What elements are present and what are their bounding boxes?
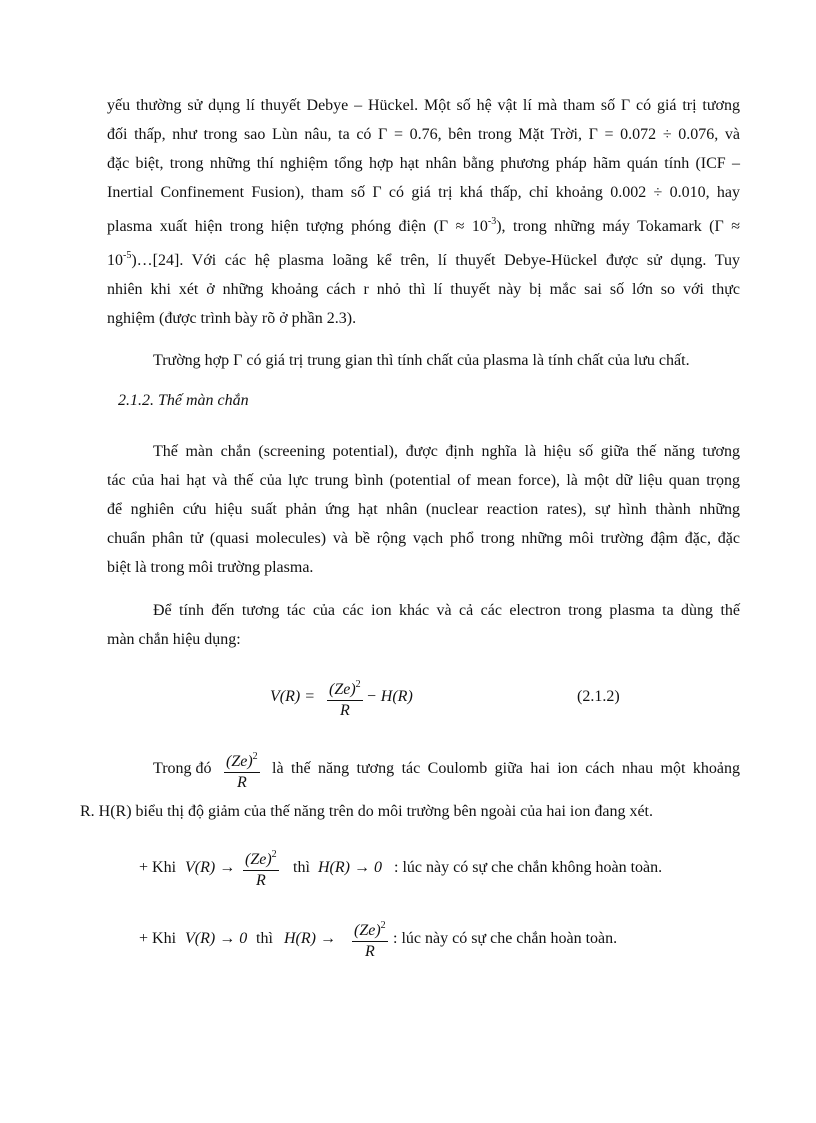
case-expression: H(R) → 0 [318,859,382,876]
case-description: : lúc này có sự che chắn không hoàn toàn. [394,859,663,876]
fraction-denominator: R [339,702,350,719]
paragraph-debye-huckel [107,91,740,333]
text-prefix: Trong đó [153,760,212,777]
text-line: nghiệm (được trình bày rõ ở phần 2.3). [107,310,357,327]
text-segment: ), trong những máy Tokamark (Γ ≈ [496,218,741,235]
fraction-numerator: (Ze) [245,851,272,868]
text-line: tác của hai hạt và thế của lực trung bình (potential of mean force), là một dữ liệu quan trọng [107,472,740,489]
text-line: yếu thường sử dụng lí thuyết Debye – Hückel. Một số hệ vật lí mà tham số Γ có giá trị tương [107,97,740,114]
fraction-denominator: R [364,943,375,960]
fraction-power: 2 [252,751,258,762]
fraction-numerator: (Ze) [329,681,356,698]
text-segment: 10 [107,252,123,269]
equation-fraction [324,676,366,720]
fraction-power: 2 [355,679,361,690]
inline-fraction [221,748,263,792]
text-line: Trường hợp Γ có giá trị trung gian thì tính chất của plasma là tính chất của lưu chất. [153,352,690,369]
paragraph-intermediate-gamma [107,346,740,375]
fraction-numerator: (Ze) [354,922,381,939]
text-line: đặc biệt, trong những thí nghiệm tổng hợp hạt nhân bằng phương pháp hãm quán tính (ICF – [107,155,740,172]
equation-label: (2.1.2) [577,688,620,705]
text-line: nhiên khi xét ở những khoảng cách r nhỏ thì lí thuyết này bị mắc sai số lớn so với thực [107,281,740,298]
paragraph-hr-definition [80,797,740,826]
fraction-numerator: (Ze) [226,753,253,770]
paragraph-effective-potential [107,596,740,654]
text-line: đối thấp, như trong sao Lùn nâu, ta có Γ = 0.76, bên trong Mặt Trời, Γ = 0.072 ÷ 0.076, và [107,126,740,143]
text-line: Thế màn chắn (screening potential), được định nghĩa là hiệu số giữa thế năng tương [153,443,740,460]
case-bullet: + Khi [139,930,177,947]
case-description: : lúc này có sự che chắn hoàn toàn. [393,930,618,947]
text-line: màn chắn hiệu dụng: [107,631,241,648]
case-bullet: + Khi [139,859,177,876]
text-line: để nghiên cứu hiệu suất phản ứng hạt nhân (nuclear reaction rates), sự hình thành những [107,501,740,518]
text-line-with-exponent [107,241,740,275]
equation-lhs: V(R) = [270,688,315,705]
text-line: là thế năng tương tác Coulomb giữa hai ion cách nhau một khoảng [272,760,740,777]
case-fraction [240,846,282,890]
text-line-with-exponent [107,207,740,241]
text-line: R. H(R) biểu thị độ giảm của thế năng trên do môi trường bên ngoài của hai ion đang xét. [80,803,653,820]
equation-rhs: − H(R) [366,688,413,705]
fraction-denominator: R [255,872,266,889]
text-line: Inertial Confinement Fusion), tham số Γ có giá trị khá thấp, chỉ khoảng 0.002 ÷ 0.010, hay [107,184,740,201]
case-expression: H(R) → [284,930,336,947]
paragraph-screening-potential [107,437,740,582]
section-heading: 2.1.2. Thế màn chắn [118,392,249,409]
case-expression: V(R) → 0 [185,930,248,947]
fraction-power: 2 [380,920,386,931]
text-line: biệt là trong môi trường plasma. [107,559,314,576]
fraction-denominator: R [236,774,247,791]
exponent: -3 [487,216,497,227]
text-line: chuẩn phân tử (quasi molecules) và bề rộng vạch phổ trong những môi trường đậm đặc, đặc [107,530,740,547]
case-connector: thì [293,859,310,876]
text-segment: )…[24]. Với các hệ plasma loãng kể trên, lí thuyết Debye-Hückel được sử dụng. Tuy [131,252,740,269]
text-segment: plasma xuất hiện trong hiện tượng phóng điện (Γ ≈ 10 [107,218,488,235]
exponent: -5 [123,250,132,261]
text-line: Để tính đến tương tác của các ion khác và cả các electron trong plasma ta dùng thế [153,602,740,619]
case-expression: V(R) → [185,859,236,876]
case-connector: thì [256,930,273,947]
case-fraction [349,917,391,961]
fraction-power: 2 [271,849,277,860]
